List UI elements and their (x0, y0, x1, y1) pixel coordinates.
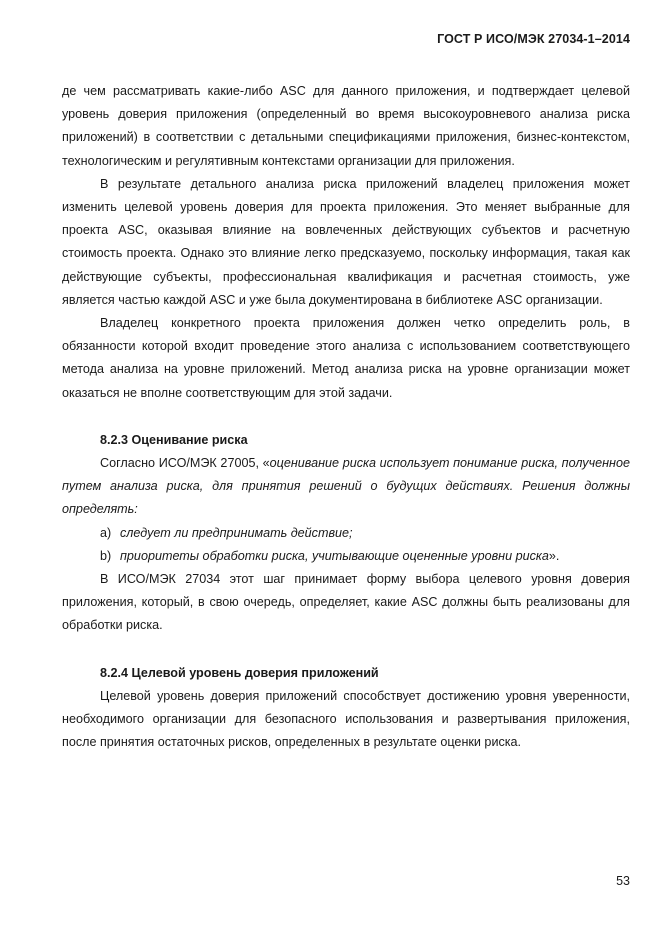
list-marker: b) (100, 548, 112, 563)
section-heading-8-2-3: 8.2.3 Оценивание риска (100, 432, 248, 447)
quote-italic-text: оценивание риска использует понимание риска, полученное путем анализа риска, для принятия решений о будущих действиях. Решения должны определять: (62, 456, 630, 517)
quote-lead-text: Согласно ИСО/МЭК 27005, « (100, 456, 270, 471)
list-item (62, 522, 630, 545)
section-heading-8-2-4: 8.2.4 Целевой уровень доверия приложений (100, 665, 379, 680)
document-header: ГОСТ Р ИСО/МЭК 27034-1–2014 (437, 32, 630, 46)
body-paragraph: В результате детального анализа риска приложений владелец приложения может изменить целевой уровень доверия для проекта приложения. Это меняет выбранные для проекта ASC, оказывая влияние на вовлеченных действующих субъектов и расчетную стоимость проекта. Однако это влияние легко предсказуемо, поскольку информация, такая как действующие субъекты, профессиональная квалификация и расчетная стоимость, уже является частью каждой ASC и уже была документирована в библиотеке ASC организации. (62, 176, 630, 307)
body-paragraph: Целевой уровень доверия приложений способствует достижению уровня уверенности, необходимого организации для безопасного использования и развертывания приложения, после принятия остаточных рисков, определенных в результате оценки риска. (62, 688, 630, 750)
list-item-text: следует ли предпринимать действие; (120, 525, 353, 540)
body-paragraph: В ИСО/МЭК 27034 этот шаг принимает форму выбора целевого уровня доверия приложения, который, в свою очередь, определяет, какие ASC должны быть реализованы для обработки риска. (62, 572, 630, 633)
body-paragraph: Владелец конкретного проекта приложения должен четко определить роль, в обязанности которой входит проведение этого анализа с использованием соответствующего метода анализа на уровне приложений. Метод анализа риска на уровне организации может оказаться не вполне соответствующим для этой задачи. (62, 316, 630, 400)
section-intro-paragraph (62, 452, 630, 522)
list-item-tail: ». (548, 548, 560, 563)
list-item (62, 545, 630, 568)
page-content (62, 80, 630, 754)
list-marker: a) (100, 525, 112, 540)
body-paragraph: де чем рассматривать какие-либо ASC для данного приложения, и подтверждает целевой уровень доверия приложения (определенный во время высокоуровневого анализа риска приложений) в соответствии с детальными спецификациями приложения, бизнес-контекстом, технологическим и регулятивным контекстами организации для приложения. (62, 84, 630, 168)
page-number: 53 (616, 874, 630, 888)
list-item-text: приоритеты обработки риска, учитывающие оцененные уровни риска (120, 548, 549, 563)
